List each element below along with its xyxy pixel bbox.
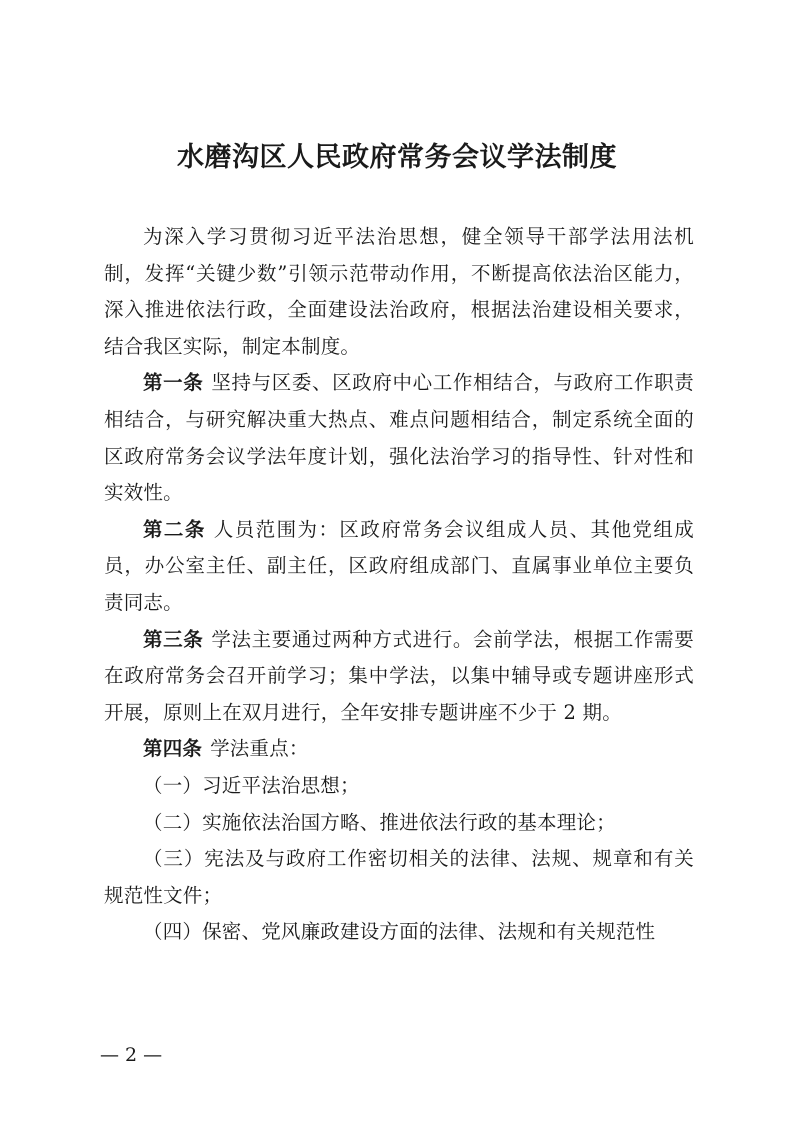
article-1-heading: 第一条 — [143, 371, 204, 395]
article-4-text: 学法重点： — [210, 737, 309, 761]
article-2-text: 人员范围为：区政府常务会议组成人员、其他党组成员，办公室主任、副主任，区政府组成部门、直属事业单位主要负责同志。 — [104, 517, 694, 614]
article-3-text: 学法主要通过两种方式进行。会前学法，根据工作需要在政府常务会召开前学习；集中学法，以集中辅导或专题讲座形式开展，原则上在双月进行，全年安排专题讲座不少于 2 期。 — [104, 627, 694, 724]
list-item-1: （一）习近平法治思想； — [143, 773, 360, 797]
article-2-heading: 第二条 — [143, 517, 206, 541]
article-3-heading: 第三条 — [143, 627, 204, 651]
article-4-heading: 第四条 — [143, 737, 203, 761]
list-item-2: （二）实施依法治国方略、推进依法行政的基本理论； — [143, 810, 616, 834]
page-number: — 2 — — [100, 1044, 163, 1066]
article-2 — [104, 512, 694, 622]
article-4 — [104, 731, 694, 768]
article-1 — [104, 365, 694, 511]
article-3 — [104, 622, 694, 732]
list-item-4: （四）保密、党风廉政建设方面的法律、法规和有关规范性 — [143, 920, 656, 944]
document-title: 水磨沟区人民政府常务会议学法制度 — [177, 142, 617, 173]
article-1-text: 坚持与区委、区政府中心工作相结合，与政府工作职责相结合，与研究解决重大热点、难点问题相结合，制定系统全面的区政府常务会议学法年度计划，强化法治学习的指导性、针对性和实效性。 — [104, 371, 694, 505]
document-body — [104, 219, 694, 951]
intro-paragraph: 为深入学习贯彻习近平法治思想，健全领导干部学法用法机制，发挥“关键少数”引领示范带动作用，不断提高依法治区能力，深入推进依法行政，全面建设法治政府，根据法治建设相关要求，结合我区实际，制定本制度。 — [104, 225, 694, 358]
list-item-3: （三）宪法及与政府工作密切相关的法律、法规、规章和有关规范性文件； — [104, 847, 694, 907]
